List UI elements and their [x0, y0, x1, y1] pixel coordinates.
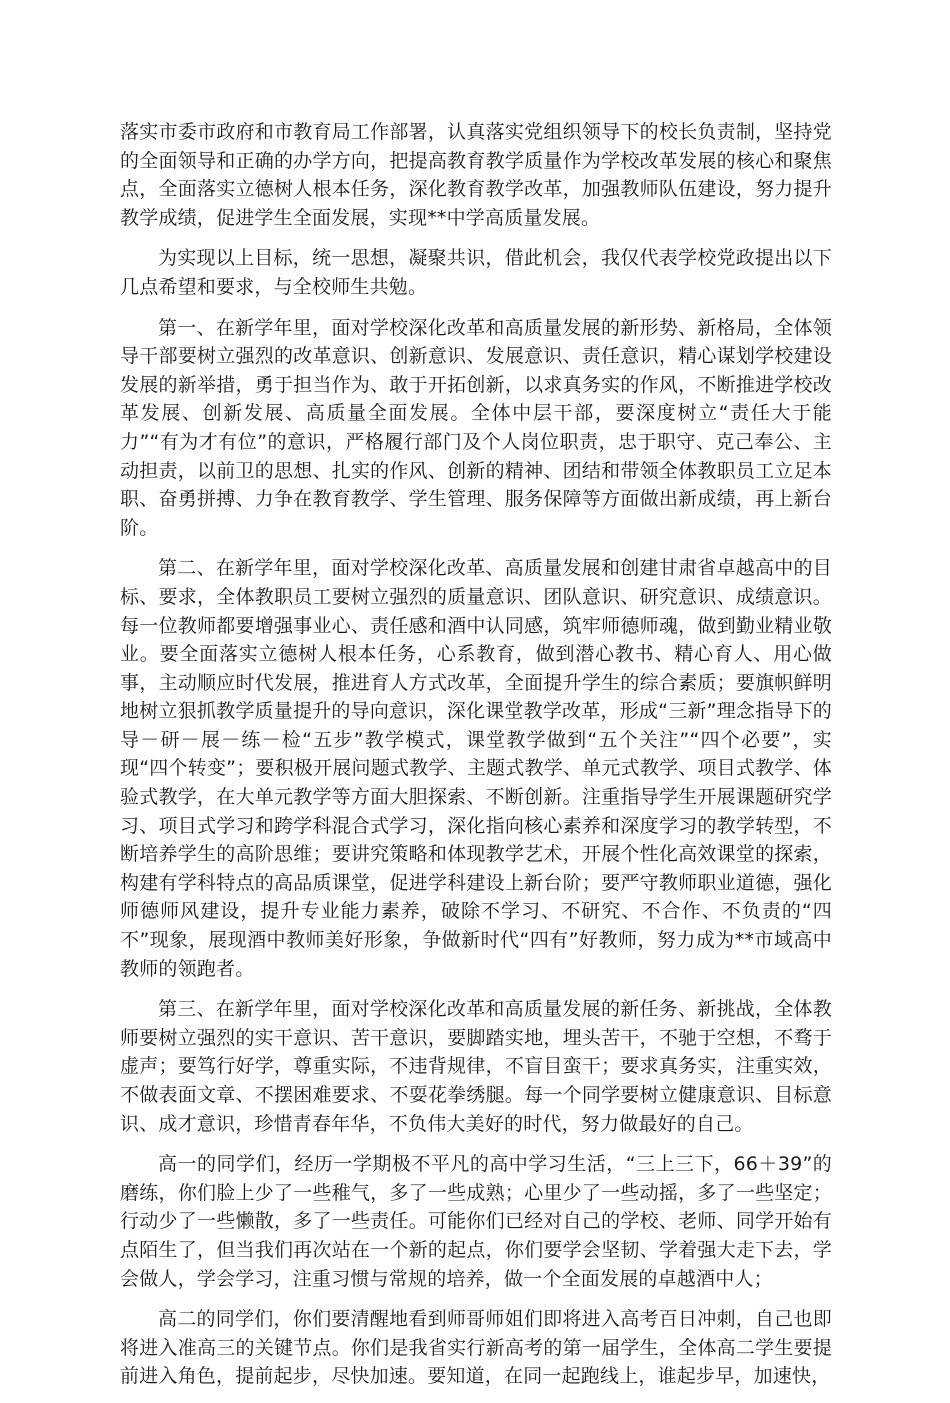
paragraph-grade-two: 高二的同学们，你们要清醒地看到师哥师姐们即将进入高考百日冲刺，自己也即将进入准高三的关键节点。你们是我省实行新高考的第一届学生，全体高二学生要提前进入角色，提前起步，尽快加速。要知道，在同一起跑线上，谁起步早，加速快， — [120, 1308, 832, 1388]
paragraph-second-point: 第二、在新学年里，面对学校深化改革、高质量发展和创建甘肃省卓越高中的目标、要求，全体教职员工要树立强烈的质量意识、团队意识、研究意识、成绩意识。每一位教师都要增强事业心、责任感和酒中认同感，筑牢师德师魂，做到勤业精业敬业。要全面落实立德树人根本任务，心系教育，做到潜心教书、精心育人、用心做事，主动顺应时代发展，推进育人方式改革，全面提升学生的综合素质；要旗帜鲜明地树立狠抓教学质量提升的导向意识，深化课堂教学改革，形成“三新”理念指导下的导－研－展－练－检“五步”教学模式，课堂教学做到“五个关注”“四个必要”，实现“四个转变”；要积极开展问题式教学、主题式教学、单元式教学、项目式教学、体验式教学，在大单元教学等方面大胆探索、不断创新。注重指导学生开展课题研究学习、项目式学习和跨学科混合式学习，深化指向核心素养和深度学习的教学转型，不断培养学生的高阶思维；要讲究策略和体现教学艺术，开展个性化高效课堂的探索，构建有学科特点的高品质课堂，促进学科建设上新台阶；要严守教师职业道德，强化师德师风建设，提升专业能力素养，破除不学习、不研究、不合作、不负责的“四不”现象，展现酒中教师美好形象，争做新时代“四有”好教师，努力成为**市域高中教师的领跑者。 — [120, 557, 832, 980]
paragraph-continued-intro: 落实市委市政府和市教育局工作部署，认真落实党组织领导下的校长负责制，坚持党的全面领导和正确的办学方向，把提高教育教学质量作为学校改革发展的核心和聚焦点，全面落实立德树人根本任务，深化教育教学改革，加强教师队伍建设，努力提升教学成绩，促进学生全面发展，实现**中学高质量发展。 — [120, 121, 832, 229]
paragraph-grade-one: 高一的同学们，经历一学期极不平凡的高中学习生活，“三上三下，66＋39”的磨练，你们脸上少了一些稚气，多了一些成熟；心里少了一些动摇，多了一些坚定；行动少了一些懒散，多了一些责任。可能你们已经对自己的学校、老师、同学开始有点陌生了，但当我们再次站在一个新的起点，你们要学会坚韧、学着强大走下去，学会做人，学会学习，注重习惯与常规的培养，做一个全面发展的卓越酒中人； — [120, 1153, 832, 1290]
paragraph-first-point: 第一、在新学年里，面对学校深化改革和高质量发展的新形势、新格局，全体领导干部要树立强烈的改革意识、创新意识、发展意识、责任意识，精心谋划学校建设发展的新举措，勇于担当作为、敢于开拓创新，以求真务实的作风，不断推进学校改革发展、创新发展、高质量全面发展。全体中层干部，要深度树立“责任大于能力”“有为才有位”的意识，严格履行部门及个人岗位职责，忠于职守、克己奉公、主动担责，以前卫的思想、扎实的作风、创新的精神、团结和带领全体教职员工立足本职、奋勇拼搏、力争在教育教学、学生管理、服务保障等方面做出新成绩，再上新台阶。 — [120, 316, 832, 539]
paragraph-third-point: 第三、在新学年里，面对学校深化改革和高质量发展的新任务、新挑战，全体教师要树立强烈的实干意识、苦干意识，要脚踏实地，埋头苦干，不驰于空想，不骛于虚声；要笃行好学，尊重实际，不违背规律，不盲目蛮干；要求真务实，注重实效，不做表面文章、不摆困难要求、不耍花拳绣腿。每一个同学要树立健康意识、目标意识、成才意识，珍惜青春年华，不负伟大美好的时代，努力做最好的自己。 — [120, 998, 832, 1135]
paragraph-purpose: 为实现以上目标，统一思想，凝聚共识，借此机会，我仅代表学校党政提出以下几点希望和要求，与全校师生共勉。 — [120, 247, 832, 298]
document-page — [120, 118, 832, 1403]
